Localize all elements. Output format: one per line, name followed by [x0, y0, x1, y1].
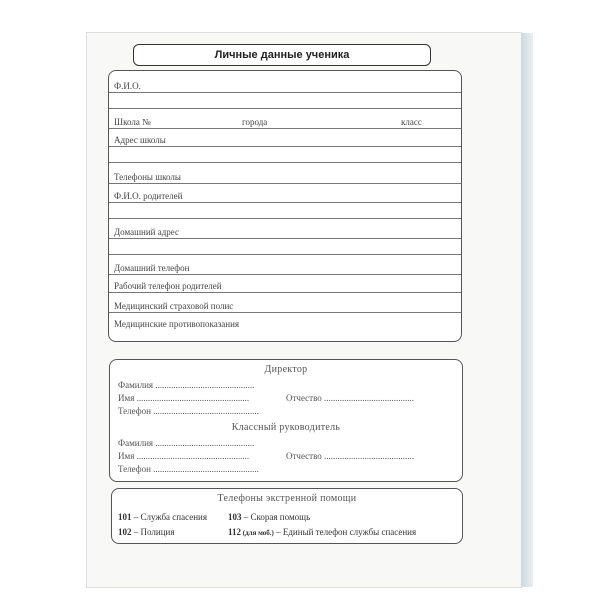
- emergency-rescue: [118, 512, 207, 522]
- field-home-address-line-2[interactable]: [109, 254, 461, 255]
- field-parents-fio-line-2[interactable]: [109, 218, 461, 219]
- class-teacher-heading: Классный руководитель: [231, 422, 341, 433]
- field-school-line[interactable]: [109, 128, 461, 129]
- label-home-address: Домашний адрес: [114, 227, 180, 237]
- field-school-address-line[interactable]: [109, 146, 461, 147]
- class-teacher-name[interactable]: Имя ..................................................: [118, 451, 250, 461]
- field-home-address-line[interactable]: [109, 238, 461, 239]
- emergency-police: [118, 527, 174, 537]
- director-patronymic[interactable]: Отчество ........................................: [286, 393, 415, 403]
- class-teacher-phone[interactable]: Телефон ...............................................: [118, 464, 259, 474]
- director-phone[interactable]: Телефон ...............................................: [118, 406, 259, 416]
- field-school-phones-line[interactable]: [109, 183, 461, 184]
- unified-note: (для моб.): [241, 529, 274, 537]
- director-heading: Директор: [264, 364, 308, 375]
- emergency-box: [111, 488, 463, 544]
- class-teacher-surname[interactable]: Фамилия ............................................: [118, 438, 255, 448]
- emergency-heading: Телефоны экстренной помощи: [217, 493, 357, 504]
- emergency-unified: [228, 527, 416, 537]
- class-teacher-patronymic[interactable]: Отчество ........................................: [286, 451, 415, 461]
- label-insurance: Медицинский страховой полис: [114, 301, 234, 311]
- unified-number: 112: [228, 527, 242, 537]
- label-school: Школа №: [114, 117, 151, 127]
- director-name[interactable]: Имя ..................................................: [118, 393, 250, 403]
- label-city: города: [242, 117, 268, 127]
- label-grade: класс: [401, 117, 422, 127]
- field-parents-work-phone-line[interactable]: [109, 292, 461, 293]
- field-fio-line-2[interactable]: [109, 108, 461, 109]
- label-parents-fio: Ф.И.О. родителей: [114, 191, 183, 201]
- label-home-phone: Домашний телефон: [114, 263, 190, 273]
- ambulance-label: – Скорая помощь: [241, 512, 311, 522]
- director-surname[interactable]: Фамилия ............................................: [118, 380, 255, 390]
- rescue-number: 101: [118, 512, 132, 522]
- field-fio-line[interactable]: [109, 92, 461, 93]
- ambulance-number: 103: [228, 512, 242, 522]
- rescue-label: – Служба спасения: [131, 512, 207, 522]
- police-label: – Полиция: [131, 527, 175, 537]
- personal-data-box: [108, 70, 462, 342]
- unified-label: – Единый телефон службы спасения: [273, 527, 417, 537]
- emergency-ambulance: [228, 512, 310, 522]
- field-school-address-line-2[interactable]: [109, 162, 461, 163]
- police-number: 102: [118, 527, 132, 537]
- label-school-phones: Телефоны школы: [114, 172, 181, 182]
- page-title: Личные данные ученика: [214, 49, 350, 61]
- page-edge: [521, 33, 533, 587]
- label-fio: Ф.И.О.: [114, 81, 141, 91]
- field-insurance-line[interactable]: [109, 312, 461, 313]
- field-parents-fio-line[interactable]: [109, 202, 461, 203]
- label-school-address: Адрес школы: [114, 135, 166, 145]
- label-parents-work-phone: Рабочий телефон родителей: [114, 281, 222, 291]
- title-box: [133, 44, 431, 66]
- field-home-phone-line[interactable]: [109, 274, 461, 275]
- contacts-box: [109, 359, 463, 482]
- label-contraindications: Медицинские противопоказания: [114, 319, 240, 329]
